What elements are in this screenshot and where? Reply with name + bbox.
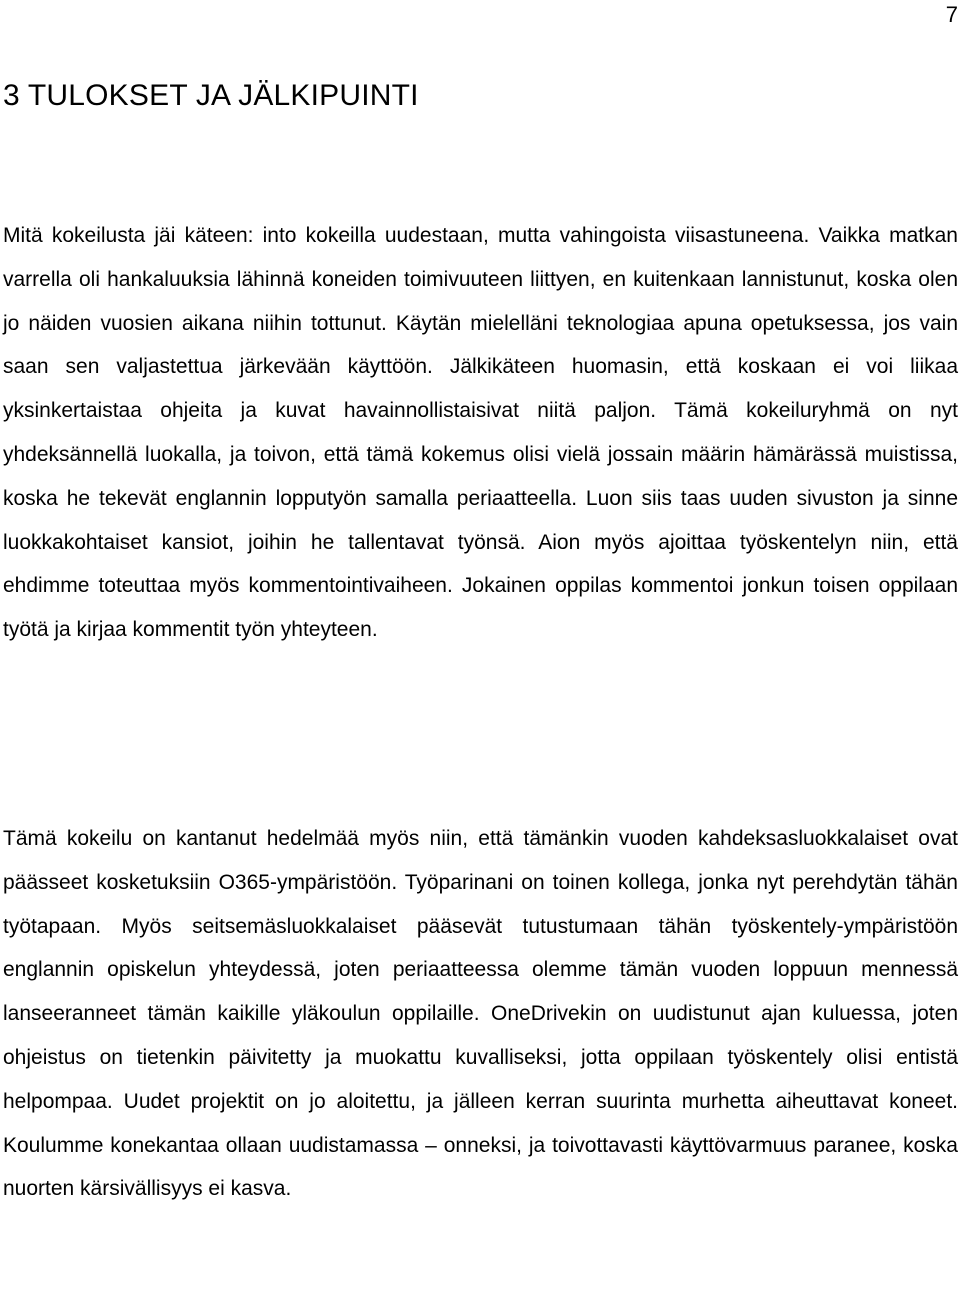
body-paragraph: Mitä kokeilusta jäi käteen: into kokeilla uudestaan, mutta vahingoista viisastuneena. Vaikka matkan varrella oli hankaluuksia lähinnä koneiden toimivuuteen liittyen, en kuitenkaan lannistunut, koska olen jo näiden vuosien aikana niihin tottunut. Käytän mielelläni teknologiaa apuna opetuksessa, jos vain saan sen valjastettua järkevään käyttöön. Jälkikäteen huomasin, että koskaan ei voi liikaa yksinkertaistaa ohjeita ja kuvat havainnollistaisivat niitä paljon. Tämä kokeiluryhmä on nyt yhdeksännellä luokalla, ja toivon, että tämä kokemus olisi vielä jossain määrin hämärässä muistissa, koska he tekevät englannin lopputyön samalla periaatteella. Luon siis taas uuden sivuston ja sinne luokkakohtaiset kansiot, joihin he tallentavat työnsä. Aion myös ajoittaa työskentelyn niin, että ehdimme toteuttaa myös kommentointivaiheen. Jokainen oppilas kommentoi jonkun toisen oppilaan työtä ja kirjaa kommentit työn yhteyteen. <box>3 224 958 642</box>
body-paragraph: Tämä kokeilu on kantanut hedelmää myös niin, että tämänkin vuoden kahdeksasluokkalaiset ovat päässeet kosketuksiin O365-ympäristöön. Työparinani on toinen kollega, jonka nyt perehdytän tähän työtapaan. Myös seitsemäsluokkalaiset pääsevät tutustumaan tähän työskentely-ympäristöön englannin opiskelun yhteydessä, joten periaatteessa olemme tämän vuoden loppuun mennessä lanseeranneet tämän kaikille yläkoulun oppilaille. OneDrivekin on uudistunut ajan kuluessa, joten ohjeistus on tietenkin päivitetty ja muokattu kuvalliseksi, jotta oppilaan työskentely olisi entistä helpompaa. Uudet projektit on jo aloitettu, ja jälleen kerran suurinta murhetta aiheuttavat koneet. Koulumme konekantaa ollaan uudistamassa – onneksi, ja toivottavasti käyttövarmuus paranee, koska nuorten kärsivällisyys ei kasva. <box>3 827 958 1201</box>
page-number: 7 <box>945 2 958 27</box>
section-heading: 3 TULOKSET JA JÄLKIPUINTI <box>3 79 419 112</box>
